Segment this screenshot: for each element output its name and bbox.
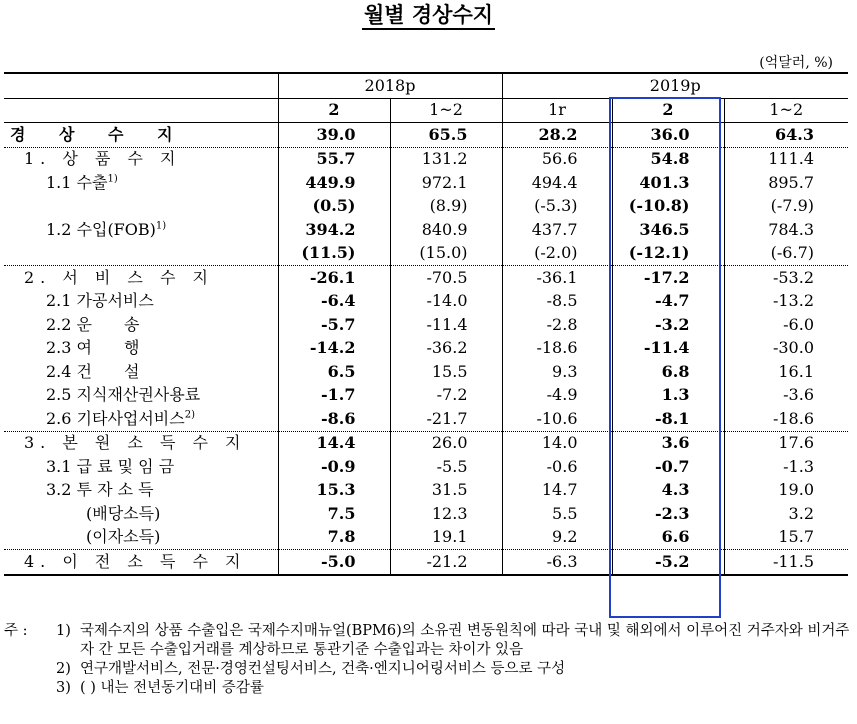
cell-value: 972.1 <box>390 171 502 195</box>
cell-value: -53.2 <box>724 266 848 290</box>
cell-value: -4.7 <box>612 290 724 314</box>
cell-value: 56.6 <box>502 147 612 171</box>
cell-value: 7.5 <box>278 502 390 526</box>
row-label <box>4 242 278 266</box>
cell-value: (0.5) <box>278 195 390 219</box>
row-label: 2.4 건 설 <box>46 361 140 381</box>
cell-value: -8.6 <box>278 407 390 431</box>
table-row <box>4 218 848 242</box>
table-row <box>4 313 848 337</box>
cell-value: 14.7 <box>502 479 612 503</box>
cell-value: -7.2 <box>390 384 502 408</box>
cell-value: 394.2 <box>278 218 390 242</box>
cell-value: -10.6 <box>502 407 612 431</box>
table-row <box>4 171 848 195</box>
cell-value: -5.5 <box>390 455 502 479</box>
cell-value: 15.5 <box>390 360 502 384</box>
cell-value: -36.1 <box>502 266 612 290</box>
footnote-2: 2) 연구개발서비스, 전문·경영컨설팅서비스, 건축·엔지니어링서비스 등으로 구성 <box>56 661 566 677</box>
cell-value: 65.5 <box>390 123 502 148</box>
cell-value: -1.7 <box>278 384 390 408</box>
cell-value: (-12.1) <box>612 242 724 266</box>
cell-value: 39.0 <box>278 123 390 148</box>
table-row <box>4 431 848 455</box>
cell-value: 26.0 <box>390 431 502 455</box>
cell-value: 36.0 <box>612 123 724 148</box>
cell-value: -26.1 <box>278 266 390 290</box>
cell-value: -4.9 <box>502 384 612 408</box>
row-label: 1.2 수입(FOB)$^{1)}$ <box>46 219 167 239</box>
cell-value: 55.7 <box>278 147 390 171</box>
table-row <box>4 337 848 361</box>
unit-label: (억달러, %) <box>759 55 833 71</box>
footnote-ref: 1) <box>107 173 118 185</box>
current-account-table <box>4 72 848 576</box>
cell-value: 14.0 <box>502 431 612 455</box>
cell-value: -21.7 <box>390 407 502 431</box>
year-2018-header: 2018p <box>278 73 502 98</box>
cell-value: 15.7 <box>724 526 848 550</box>
highlight-box <box>609 97 721 618</box>
cell-value: -30.0 <box>724 337 848 361</box>
cell-value: 6.8 <box>612 360 724 384</box>
cell-value: (8.9) <box>390 195 502 219</box>
col-header: 1~2 <box>390 98 502 123</box>
footnote-3: 3) ( ) 내는 전년동기대비 증감률 <box>56 680 264 696</box>
row-label: 2. 서 비 스 수 지 <box>4 266 278 290</box>
cell-value: -11.4 <box>390 313 502 337</box>
cell-value: 16.1 <box>724 360 848 384</box>
cell-value: 9.3 <box>502 360 612 384</box>
col-header: 2 <box>612 98 724 123</box>
cell-value: -5.7 <box>278 313 390 337</box>
table-body <box>4 123 848 575</box>
cell-value: -0.6 <box>502 455 612 479</box>
cell-value: -13.2 <box>724 290 848 314</box>
table-row <box>4 147 848 171</box>
cell-value: -3.2 <box>612 313 724 337</box>
row-label: 1.1 수출$^{1)}$ <box>46 172 118 192</box>
col-header: 2 <box>278 98 390 123</box>
cell-value: 28.2 <box>502 123 612 148</box>
row-label: 3. 본 원 소 득 수 지 <box>4 431 278 455</box>
row-label: 2.5 지식재산권사용료 <box>46 385 201 405</box>
cell-value: (-2.0) <box>502 242 612 266</box>
row-label: 1. 상 품 수 지 <box>24 149 182 169</box>
cell-value: -0.9 <box>278 455 390 479</box>
cell-value: 19.0 <box>724 479 848 503</box>
cell-value: 19.1 <box>390 526 502 550</box>
cell-value: 3.2 <box>724 502 848 526</box>
row-label: 2.2 운 송 <box>46 314 140 334</box>
cell-value: -21.2 <box>390 550 502 575</box>
cell-value: 895.7 <box>724 171 848 195</box>
cell-value: -36.2 <box>390 337 502 361</box>
table-row <box>4 526 848 550</box>
footnote-ref: 2) <box>184 409 195 421</box>
row-label: 3.2 투 자 소 득 <box>46 480 154 500</box>
cell-value: 4.3 <box>612 479 724 503</box>
table-row <box>4 407 848 431</box>
row-label: 3.1 급 료 및 임 금 <box>46 456 175 476</box>
cell-value: (-6.7) <box>724 242 848 266</box>
cell-value: 784.3 <box>724 218 848 242</box>
page-title: 월별 경상수지 <box>0 0 857 30</box>
cell-value: 1.3 <box>612 384 724 408</box>
row-label: 2.1 가공서비스 <box>46 291 154 311</box>
cell-value: -2.3 <box>612 502 724 526</box>
cell-value: -5.0 <box>278 550 390 575</box>
cell-value: 17.6 <box>724 431 848 455</box>
cell-value: -14.2 <box>278 337 390 361</box>
cell-value: -3.6 <box>724 384 848 408</box>
col-header: 1~2 <box>724 98 848 123</box>
cell-value: -6.3 <box>502 550 612 575</box>
cell-value: -18.6 <box>724 407 848 431</box>
table-row <box>4 290 848 314</box>
cell-value: 9.2 <box>502 526 612 550</box>
cell-value: 111.4 <box>724 147 848 171</box>
cell-value: (-5.3) <box>502 195 612 219</box>
cell-value: 346.5 <box>612 218 724 242</box>
cell-value: 54.8 <box>612 147 724 171</box>
cell-value: -1.3 <box>724 455 848 479</box>
cell-value: 7.8 <box>278 526 390 550</box>
row-label: (배당소득) <box>86 503 161 523</box>
cell-value: -11.5 <box>724 550 848 575</box>
table-row <box>4 550 848 575</box>
cell-value: -8.1 <box>612 407 724 431</box>
table-row <box>4 242 848 266</box>
cell-value: 494.4 <box>502 171 612 195</box>
cell-value: -8.5 <box>502 290 612 314</box>
cell-value: 3.6 <box>612 431 724 455</box>
cell-value: (11.5) <box>278 242 390 266</box>
cell-value: (15.0) <box>390 242 502 266</box>
cell-value: -11.4 <box>612 337 724 361</box>
table-row <box>4 266 848 290</box>
row-label: 경 상 수 지 <box>4 123 278 148</box>
row-label: (이자소득) <box>86 527 161 547</box>
row-label: 2.6 기타사업서비스$^{2)}$ <box>46 408 195 428</box>
table-row <box>4 123 848 148</box>
cell-value: -70.5 <box>390 266 502 290</box>
cell-value: 401.3 <box>612 171 724 195</box>
col-header: 1r <box>502 98 612 123</box>
table-row <box>4 195 848 219</box>
cell-value: 31.5 <box>390 479 502 503</box>
year-header-row <box>4 73 848 98</box>
cell-value: (-10.8) <box>612 195 724 219</box>
cell-value: -2.8 <box>502 313 612 337</box>
table-row <box>4 360 848 384</box>
cell-value: -17.2 <box>612 266 724 290</box>
cell-value: -5.2 <box>612 550 724 575</box>
period-header-row <box>4 98 848 123</box>
cell-value: -14.0 <box>390 290 502 314</box>
footnote-1: 주 : 1) 국제수지의 상품 수출입은 국제수지매뉴얼(BPM6)의 소유권 변동원칙에 따라 국내 및 해외에서 이루어진 거주자와 비거주자 간 모든 수출입거래를 계상하므로 통관기준 수출입과는 차이가 있음 <box>4 623 850 658</box>
table-row <box>4 502 848 526</box>
cell-value: 6.5 <box>278 360 390 384</box>
footnote-ref: 1) <box>155 220 167 232</box>
cell-value: 437.7 <box>502 218 612 242</box>
table-row <box>4 384 848 408</box>
cell-value: -0.7 <box>612 455 724 479</box>
cell-value: 449.9 <box>278 171 390 195</box>
cell-value: 12.3 <box>390 502 502 526</box>
cell-value: 840.9 <box>390 218 502 242</box>
table-row <box>4 479 848 503</box>
table-row <box>4 455 848 479</box>
cell-value: 131.2 <box>390 147 502 171</box>
cell-value: -6.4 <box>278 290 390 314</box>
row-label: 2.3 여 행 <box>46 338 140 358</box>
cell-value: (-7.9) <box>724 195 848 219</box>
cell-value: 15.3 <box>278 479 390 503</box>
year-2019-header: 2019p <box>502 73 848 98</box>
cell-value: 5.5 <box>502 502 612 526</box>
row-label <box>4 195 278 219</box>
row-label: 4. 이 전 소 득 수 지 <box>4 550 278 575</box>
cell-value: 14.4 <box>278 431 390 455</box>
footnotes <box>4 622 852 698</box>
cell-value: 6.6 <box>612 526 724 550</box>
cell-value: -6.0 <box>724 313 848 337</box>
cell-value: 64.3 <box>724 123 848 148</box>
cell-value: -18.6 <box>502 337 612 361</box>
